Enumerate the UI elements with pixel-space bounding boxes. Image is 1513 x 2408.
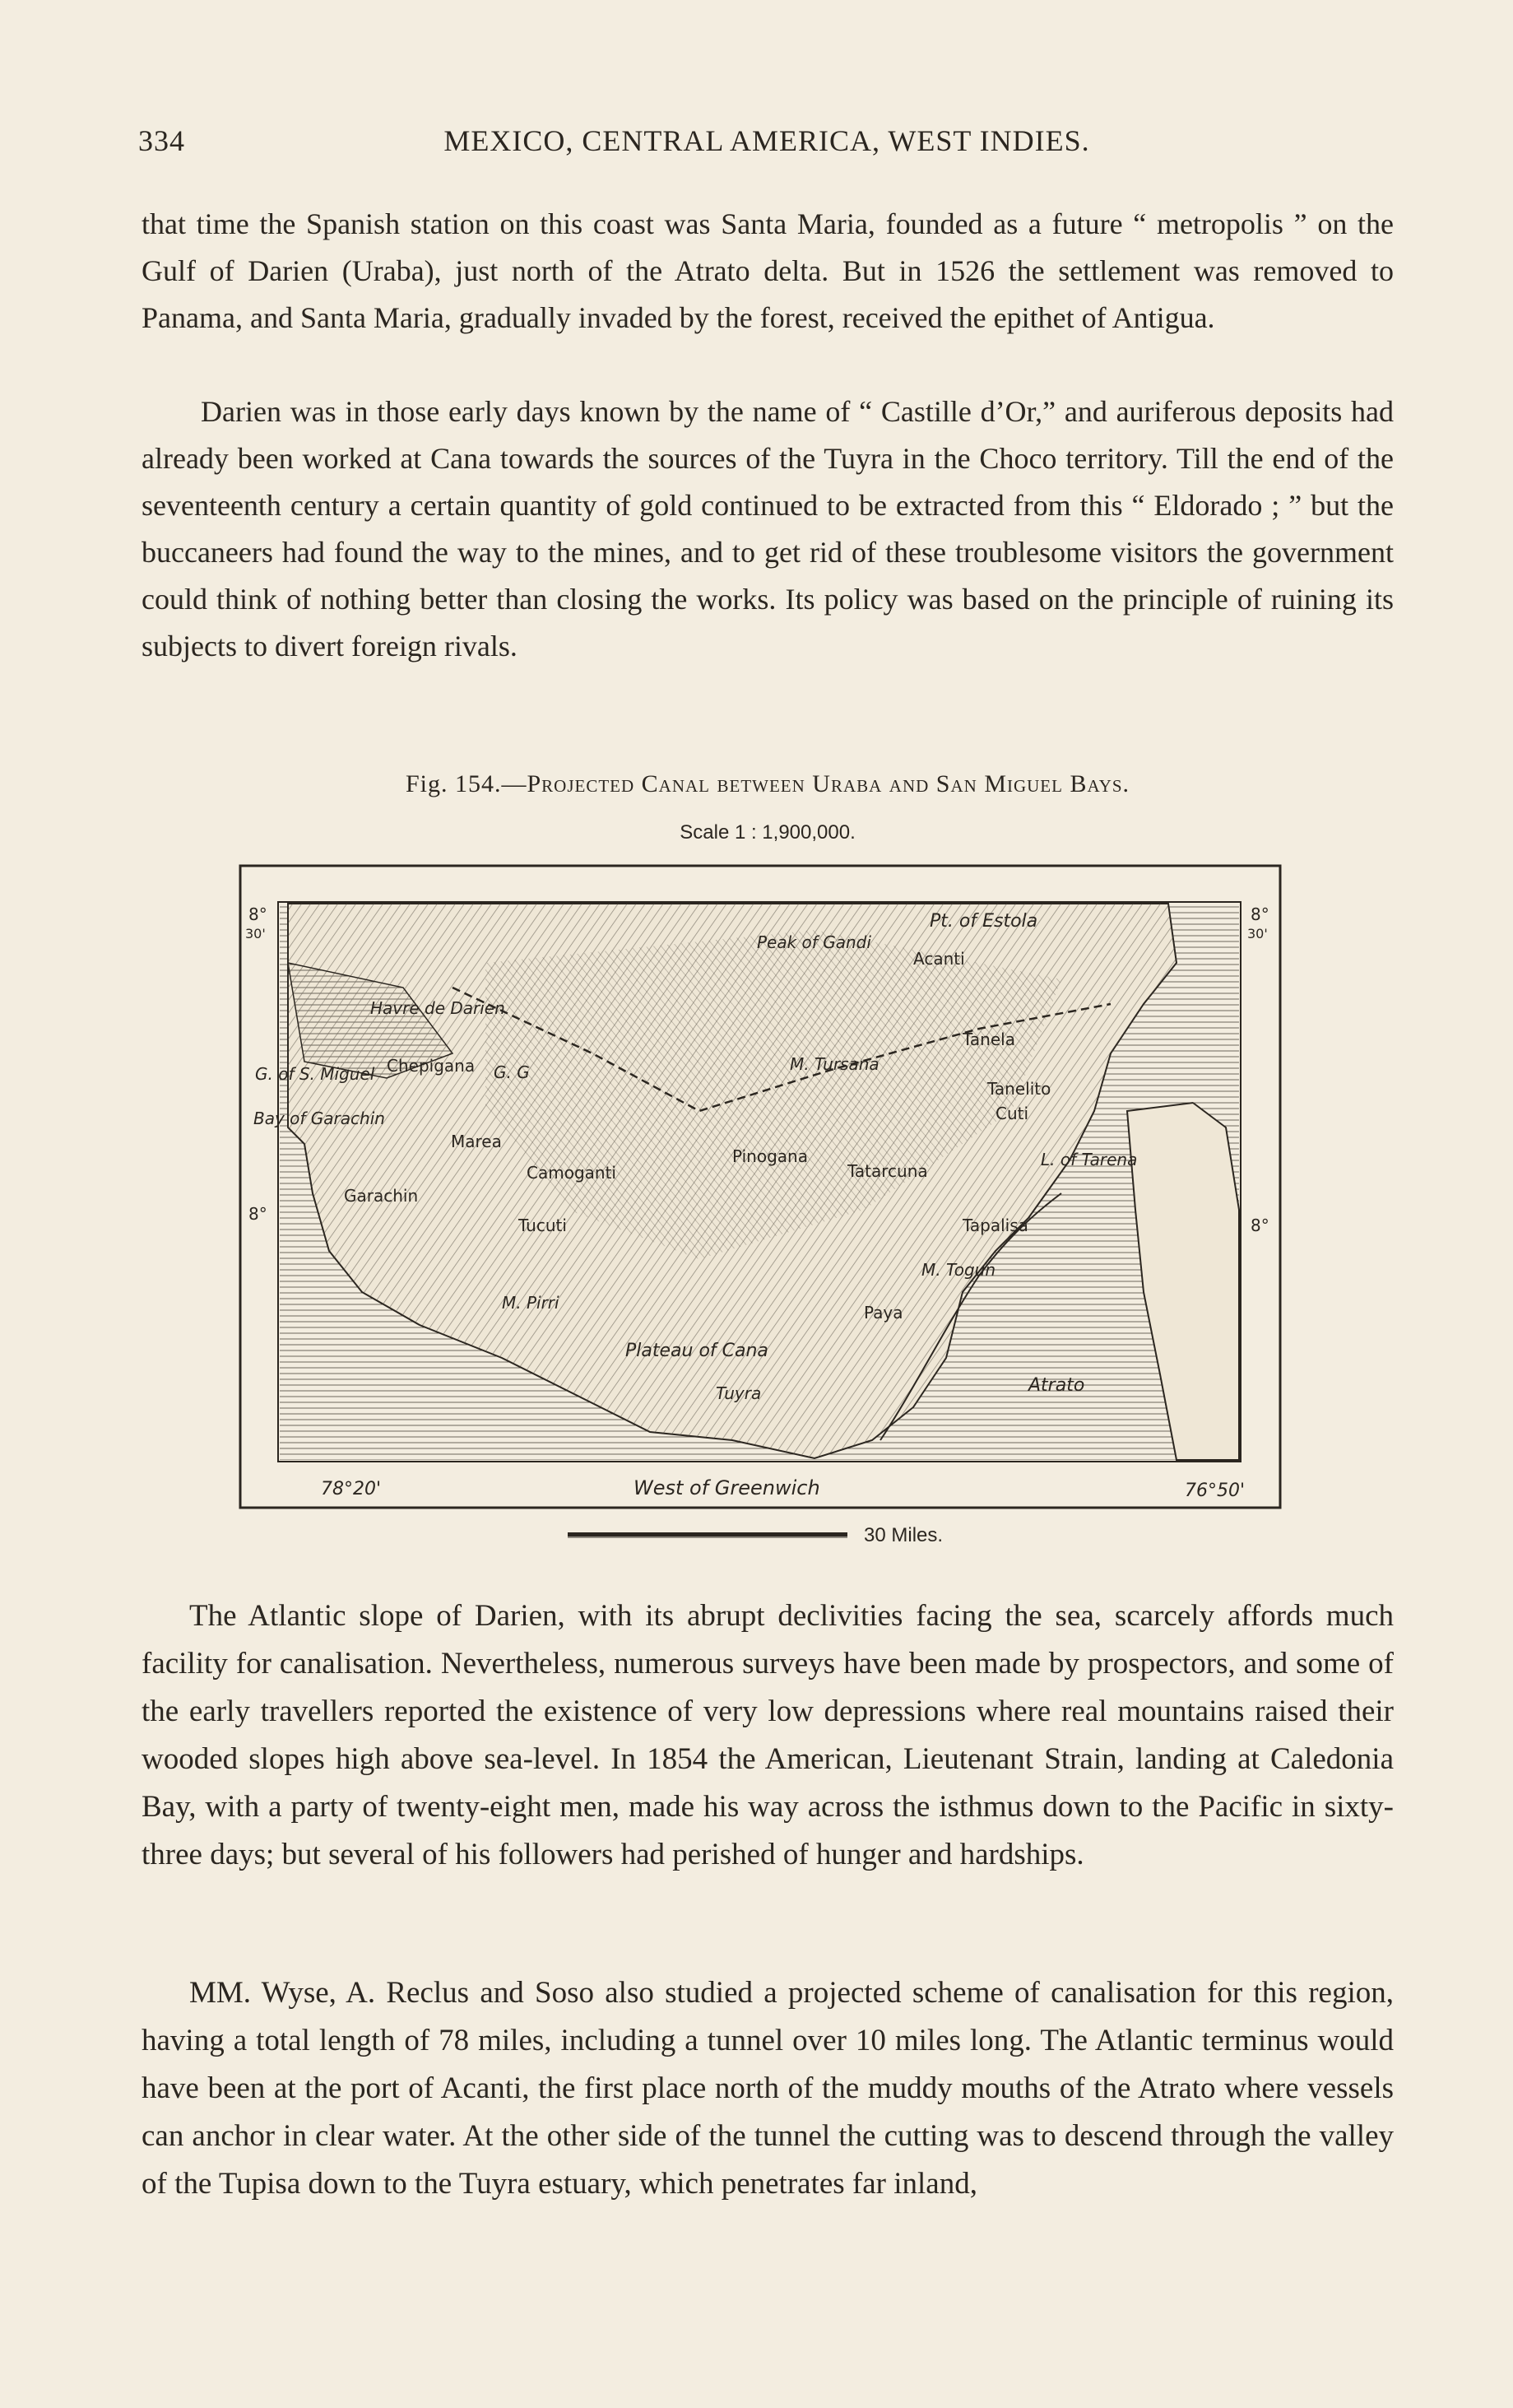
label-g-g: G. G [494, 1062, 530, 1082]
label-garachin: Garachin [344, 1186, 419, 1206]
lat-label-top-left: 8° [248, 904, 267, 924]
paragraph-2: Darien was in those early days known by the name of “ Castille d’Or,” and auriferous deposits had already been worked at Cana towards the sources of the Tuyra in the Choco territory. Till the end of the seventeenth century a certain quantity of gold continued to be extracted from this “ Eldorado ; ” but the buccaneers had found the way to the mines, and to get rid of these troublesome visitors the government could think of nothing better than closing the works. Its policy was based on the principle of ruining its subjects to divert foreign rivals. [142, 395, 1394, 662]
label-tatarcuna: Tatarcuna [847, 1161, 928, 1181]
lat-label-top-right-min: 30' [1247, 926, 1268, 941]
figure-number: Fig. 154.— [405, 770, 527, 797]
lon-label-right: 76°50' [1185, 1481, 1246, 1501]
lat-label-mid-right: 8° [1251, 1216, 1269, 1235]
map-figure [239, 864, 1282, 1509]
label-bay-garachin: Bay of Garachin [253, 1109, 385, 1128]
label-m-togun: M. Togun [921, 1260, 996, 1280]
page-header [138, 123, 1395, 173]
label-cuti: Cuti [996, 1104, 1029, 1123]
figure-caption [142, 770, 1394, 798]
label-gulf-san-miguel: G. of S. Miguel [255, 1064, 375, 1084]
scale-bar-label: 30 Miles. [864, 1524, 944, 1546]
label-marea: Marea [451, 1132, 502, 1151]
label-plateau-cana: Plateau of Cana [625, 1341, 768, 1361]
lon-label-left: 78°20' [321, 1479, 382, 1499]
label-tuyra: Tuyra [716, 1383, 762, 1403]
label-pinogana: Pinogana [732, 1146, 808, 1166]
label-camoganti: Camoganti [527, 1163, 616, 1183]
label-pt-estola: Pt. of Estola [930, 911, 1038, 932]
label-tanela: Tanela [963, 1030, 1015, 1049]
lat-label-top-right: 8° [1251, 904, 1269, 924]
label-havre-darien: Havre de Darien [370, 998, 505, 1018]
label-tucuti: Tucuti [518, 1216, 567, 1235]
label-chepigana: Chepigana [387, 1056, 476, 1076]
figure-title: Projected Canal between Uraba and San Miguel Bays. [527, 770, 1130, 797]
label-tanelito: Tanelito [987, 1079, 1051, 1099]
label-peak-gandi: Peak of Gandi [757, 932, 871, 952]
running-head: MEXICO, CENTRAL AMERICA, WEST INDIES. [443, 124, 1090, 157]
label-acanti: Acanti [913, 949, 965, 969]
label-atrato: Atrato [1028, 1375, 1085, 1396]
label-paya: Paya [864, 1303, 903, 1323]
paragraph-1: that time the Spanish station on this coast was Santa Maria, founded as a future “ metropolis ” on the Gulf of Darien (Uraba), just north of the Atrato delta. But in 1526 the settlement was removed to Panama, and Santa Maria, gradually invaded by the forest, received the epithet of Antigua. [142, 207, 1394, 334]
lat-label-mid-left: 8° [248, 1204, 267, 1224]
paragraph-4: MM. Wyse, A. Reclus and Soso also studied a projected scheme of canalisation for this region, having a total length of 78 miles, including a tunnel over 10 miles long. The Atlantic terminus would have been at the port of Acanti, the first place north of the muddy mouths of the Atrato where vessels can anchor in clear water. At the other side of the tunnel the cutting was to descend through the valley of the Tupisa down to the Tuyra estuary, which penetrates far inland, [142, 1976, 1394, 2201]
page-number: 334 [138, 124, 185, 157]
figure-scale: Scale 1 : 1,900,000. [680, 821, 856, 844]
scale-bar-graphic [568, 1524, 864, 1549]
map-svg [239, 864, 1282, 1509]
label-l-tarena: L. of Tarena [1041, 1150, 1138, 1169]
label-m-tursana: M. Tursana [790, 1054, 879, 1074]
paragraph-3: The Atlantic slope of Darien, with its abrupt declivities facing the sea, scarcely affords much facility for canalisation. Nevertheless, numerous surveys have been made by prospectors, and some of the early travellers reported the existence of very low depressions where real mountains raised their wooded slopes high above sea-level. In 1854 the American, Lieutenant Strain, landing at Caledonia Bay, with a party of twenty-eight men, made his way across the isthmus down to the Pacific in sixty-three days; but several of his followers had perished of hunger and hardships. [142, 1599, 1394, 1871]
lon-label-center: West of Greenwich [634, 1476, 820, 1499]
label-m-pirri: M. Pirri [502, 1293, 559, 1313]
label-tapalisa: Tapalisa [963, 1216, 1028, 1235]
lat-label-top-left-min: 30' [245, 926, 266, 941]
